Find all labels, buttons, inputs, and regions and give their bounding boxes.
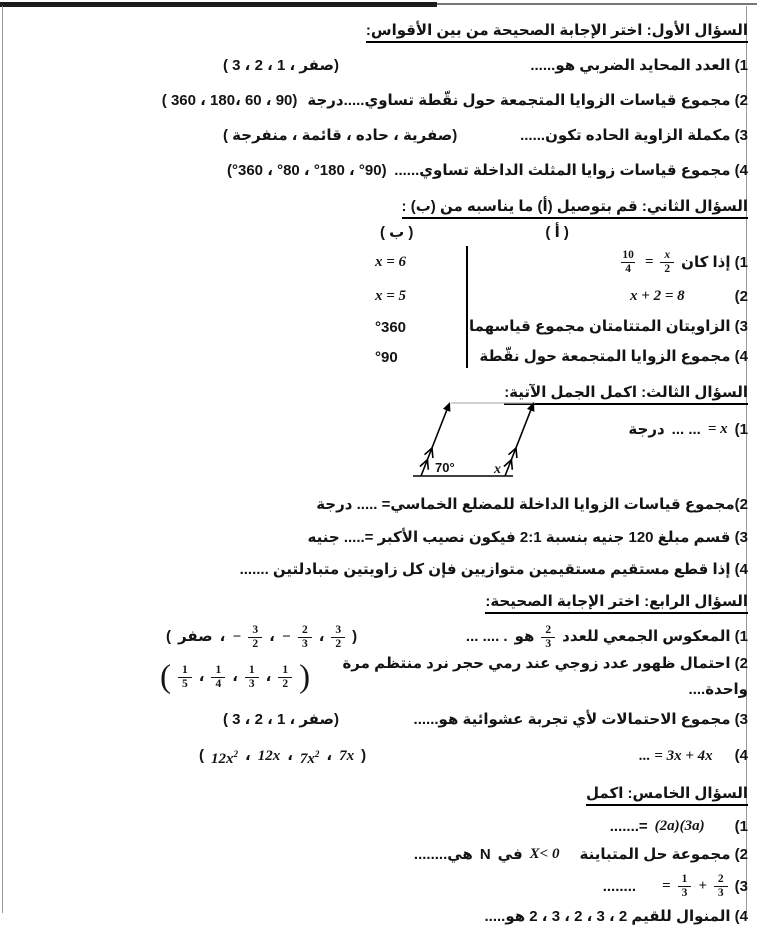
exponent: 2 [233,748,238,759]
text-token: ، [326,747,333,764]
fraction-numerator: x [664,248,671,261]
q2-b3 [375,319,461,336]
fraction-numerator: 1 [248,663,255,676]
q1-item-4-options: (°90 ، °180 ، °80 ، °360) [227,162,387,179]
q2-row-4 [6,342,748,372]
q1-item-2-options: (90 ، 60 ،180 ، 360 ) [161,92,298,109]
text-token: ، [269,628,275,645]
q2-divider-line [466,246,468,368]
q4-header-line [6,589,748,615]
fraction-numerator: 1 [182,663,188,676]
superscript-token: $12x^2$ [211,748,238,767]
q1-header: السؤال الأول: اختر الإجابة الصحيحة من بين الأقواس: [366,22,748,43]
fraction-numerator: 10 [622,248,634,261]
rtl-text-token: 1) [734,420,748,438]
q2-b2 [375,288,461,305]
q2-row-2 [6,280,748,312]
text-token: ، [287,747,293,764]
q2-col-b-label: ( ب ) [380,224,414,241]
q3-header: السؤال الثالث: اكمل الجمل الآتية: [504,384,748,405]
rtl-text-token: 2) [734,287,748,305]
text-token: ، [198,668,205,685]
math-token: = [662,877,671,894]
text-token: ، [318,628,325,645]
math-token: ... = 3x + 4x [639,748,713,764]
fraction-denominator: 4 [621,262,635,276]
text-token: .......= [609,817,648,835]
superscript-token: $7x^2$ [299,748,320,767]
q5-item-3 [6,869,748,903]
text-token: ) [361,747,367,764]
rtl-text-token: 2) مجموعة حل المتباينة [579,846,748,863]
fraction-token [245,664,259,691]
q1-item-2 [6,88,748,114]
q3-item-1 [6,416,748,442]
rtl-text-token: 3) [734,877,748,895]
rtl-text-token: 1) المعكوس الجمعي للعدد [562,628,748,645]
fraction-denominator: 2 [248,637,262,651]
q4-item-2-text: 2) احتمال ظهور عدد زوجي عند رمي حجر نرد منتظم مرة واحدة.... [342,655,748,698]
q3-item-4: 4) إذا قطع مستقيم مستقيمين متوازيين فإن كل زاويتين متبادلتين ....... [239,561,748,578]
math-token: 12x [257,748,281,764]
rtl-text-token: صفر [178,628,213,645]
fraction-numerator: 3 [335,623,342,636]
q2-row-1 [6,244,748,280]
fraction-numerator: 2 [545,623,552,636]
big-paren-token: ( [160,659,171,695]
fraction-denominator: 3 [298,637,312,651]
text-token: ، [219,628,226,645]
fraction-numerator: 1 [282,663,289,676]
text-token: °360 [375,318,407,336]
q1-item-1-options: (صفر ، 1 ، 2 ، 3 ) [223,57,339,74]
fraction-token [211,664,225,691]
q4-item-2-options [160,659,311,695]
q1-item-3-text: 3) مكملة الزاوية الحاده تكون...... [520,127,748,144]
parallel-lines-figure [401,394,561,486]
q2-header-line [6,194,748,220]
page-content [6,8,748,930]
q2-row-3 [6,312,748,342]
q2-col-a-label: ( أ ) [545,224,569,241]
q1-item-4-text: 4) مجموع قياسات زوايا المثلث الداخلة تساوي...... [394,162,748,179]
text-token: ... .... . [465,628,508,645]
q1-item-1-text: 1) العدد المحايد الضربي هو...... [530,57,748,74]
math-token: x = 5 [375,287,407,304]
rtl-text-token: 1) إذا كان [681,254,748,271]
q4-item-4-text [639,743,748,769]
text-token: ، [265,668,272,685]
page-border-left [2,6,3,913]
text-token: ... ... [671,420,701,438]
q4-item-1 [6,619,748,655]
q4-item-4 [6,741,748,771]
q1-item-4 [6,158,748,184]
q5-item-1 [6,813,748,839]
q3-figure-spacer [6,442,748,490]
q2-column-labels [6,222,748,244]
angle-label-x: x [494,462,501,477]
math-token: x + 2 = 8 [630,287,685,304]
big-paren-token: ) [299,659,311,695]
fraction-denominator: 2 [660,262,674,276]
fraction-token [660,249,674,276]
fraction-denominator: 3 [541,637,555,651]
q2-a2 [461,288,748,305]
fraction-numerator: 1 [215,663,222,676]
q4-item-3-options: (صفر ، 1 ، 2 ، 3 ) [223,711,339,728]
q5-header: السؤال الخامس: اكمل [586,785,748,806]
fraction-numerator: 1 [681,872,688,885]
q1-item-1 [6,53,748,79]
fraction-token [278,664,292,691]
q4-item-3-text: 3) مجموع الاحتمالات لأي تجربة عشوائية هو...... [413,711,748,728]
math-token: (2a)(3a) [654,817,705,834]
rtl-text-token: 1) [734,817,748,835]
math-token: = [644,253,654,270]
q1-header-line [6,18,748,44]
math-token: + [698,877,707,894]
fraction-numerator: 2 [301,623,308,636]
rtl-text-token: هو [514,628,535,645]
fraction-token [298,624,312,651]
fraction-token [248,624,262,651]
q1-item-3-options: (صفرية ، حاده ، قائمة ، منفرجة ) [223,127,458,144]
exponent: 2 [314,748,320,759]
fraction-token [714,873,728,900]
fraction-token [541,624,555,651]
q3-item-2: 2)مجموع قياسات الزوايا الداخلة للمضلع الخماسي= ..... درجة [316,496,748,513]
top-border-thick [0,2,437,7]
fraction-denominator: 3 [245,677,259,691]
top-border-thin [437,3,757,5]
text-token: ( [166,628,171,645]
math-token: 7x [339,748,355,764]
text-token: ) [352,628,358,645]
q3-header-line [6,380,748,406]
figure-right-ray [505,407,532,476]
fraction-denominator: 5 [178,677,192,691]
fraction-token [678,873,692,900]
text-token: °90 [375,348,398,366]
fraction-token [178,664,192,691]
q1-item-3 [6,123,748,149]
q1-item-2-text: 2) مجموع قياسات الزوايا المتجمعة حول نقّطة تساوي.....درجة [307,92,748,109]
rtl-text-token: في [497,846,523,863]
rtl-text-token: هي........ [413,846,473,863]
q4-item-4-options [199,741,366,772]
rtl-text-token: 4) [734,747,748,764]
math-token: − [281,629,291,645]
q4-item-1-text [466,624,748,651]
fraction-token [618,249,638,276]
fraction-numerator: 3 [252,623,259,636]
q4-header: السؤال الرابع: اختر الإجابة الصحيحة: [485,593,748,614]
q2-match-table [6,244,748,372]
q2-b1 [375,254,461,271]
fraction-denominator: 2 [278,677,292,691]
q2-header: السؤال الثاني: قم بتوصيل (أ) ما يناسبه من (ب) : [402,198,748,219]
fraction-token [331,624,345,651]
rtl-text-token: درجة [628,421,665,438]
text-token: ، [245,747,251,764]
math-token: − [232,629,242,645]
math-token: X< 0 [529,845,560,862]
math-token: = x [707,420,728,437]
q4-item-1-options [166,624,357,651]
angle-label-70: 70° [435,460,455,475]
fraction-denominator: 4 [211,677,225,691]
fraction-numerator: 2 [717,872,724,885]
text-token: N [479,845,491,863]
text-token: ، [232,668,238,685]
q5-item-4: 4) المنوال للقيم 2 ، 3 ، 2 ، 3 ، 2 هو..... [484,908,748,925]
q4-item-3 [6,707,748,733]
q5-item-2 [6,841,748,867]
q2-a3: 3) الزاويتان المتتامتان مجموع قياسهما [468,318,748,335]
q4-item-2 [6,657,748,697]
fraction-denominator: 3 [678,886,692,900]
fraction-denominator: 2 [331,637,345,651]
math-token: x = 6 [375,253,407,270]
q2-a1 [461,249,748,276]
q2-b4 [375,349,461,366]
q3-item-3: 3) قسم مبلغ 120 جنيه بنسبة 2:1 فيكون نصيب الأكبر =..... جنيه [307,529,748,546]
q5-header-line [6,781,748,807]
fraction-denominator: 3 [714,886,728,900]
text-token: ........ [602,877,637,895]
text-token: ( [199,747,204,764]
q2-a4: 4) مجموع الزوايا المتجمعة حول نقّطة [479,348,748,365]
